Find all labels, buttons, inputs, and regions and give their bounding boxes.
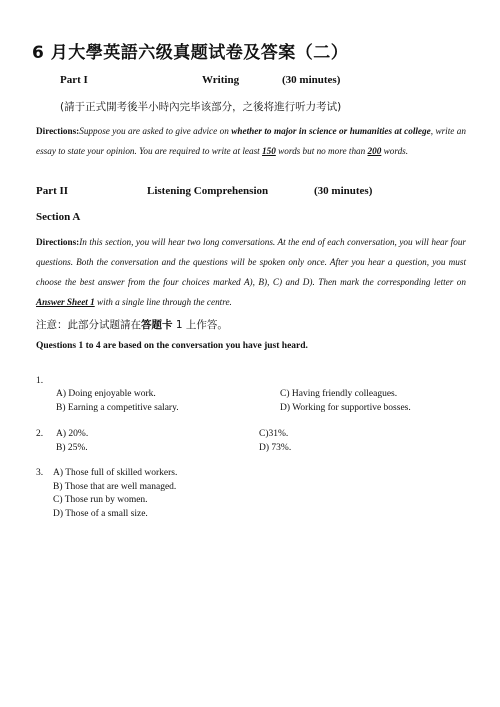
directions-text: words. (381, 146, 409, 156)
option-b: B) Those that are well managed. (53, 482, 177, 492)
answer-sheet-ref: Answer Sheet 1 (36, 297, 95, 307)
answer-notice (36, 317, 228, 332)
directions-text: words but no more than (275, 146, 368, 156)
question-number: 2. (36, 429, 44, 439)
min-words: 150 (262, 146, 276, 156)
option-d: D) Those of a small size. (53, 509, 148, 519)
part2-label: Part II (36, 185, 69, 197)
part2-name: Listening Comprehension (147, 185, 269, 197)
questions-heading: Questions 1 to 4 are based on the conversation you have just heard. (36, 341, 308, 351)
part1-time: (30 minutes) (282, 74, 341, 86)
directions-text: , write an essay to state your opinion. You are required to write at least (36, 126, 466, 156)
option-c: C) Those run by women. (53, 495, 148, 505)
part1-name: Writing (202, 74, 240, 86)
option-a: A) Doing enjoyable work. (56, 389, 156, 399)
section-heading: Section A (36, 211, 81, 223)
directions-text: with a single line through the centre. (94, 297, 232, 307)
option-a: A) 20%. (56, 429, 89, 439)
question-number: 3. (36, 468, 44, 478)
page-title: 6 月大學英語六级真题试卷及答案（二） (32, 43, 349, 63)
notice-text: 1 上作答。 (172, 319, 228, 331)
option-a: A) Those full of skilled workers. (53, 468, 178, 478)
directions-text: Suppose you are asked to give advice on (79, 126, 232, 136)
max-words: 200 (367, 146, 382, 156)
directions-label: Directions: (36, 237, 80, 247)
part2-time: (30 minutes) (314, 185, 373, 197)
part1-label: Part I (60, 74, 88, 86)
directions-text: In this section, you will hear two long conversations. At the end of each conversation, you will hear four questions. Both the conversation and the questions will be spoken only once. After you hear a question, you must choose the best answer from the four choices marked A), B), C) and D). Then mark the corresponding letter on (36, 237, 466, 287)
option-d: D) Working for supportive bosses. (280, 403, 411, 413)
directions-label: Directions: (36, 126, 80, 136)
part2-directions (36, 232, 466, 312)
option-c: C)31%. (259, 429, 289, 439)
question-number: 1. (36, 376, 44, 386)
notice-text: 注意：此部分试题請在 (36, 319, 141, 331)
notice-bold: 答题卡 (141, 319, 173, 331)
part1-directions (36, 121, 466, 161)
option-b: B) Earning a competitive salary. (56, 403, 179, 413)
part1-note: (請于正式開考後半小時內完毕该部分，之後将進行听力考试) (60, 101, 342, 113)
option-d: D) 73%. (259, 443, 292, 453)
essay-topic: whether to major in science or humanities at college (231, 126, 431, 136)
option-b: B) 25%. (56, 443, 88, 453)
option-c: C) Having friendly colleagues. (280, 389, 398, 399)
